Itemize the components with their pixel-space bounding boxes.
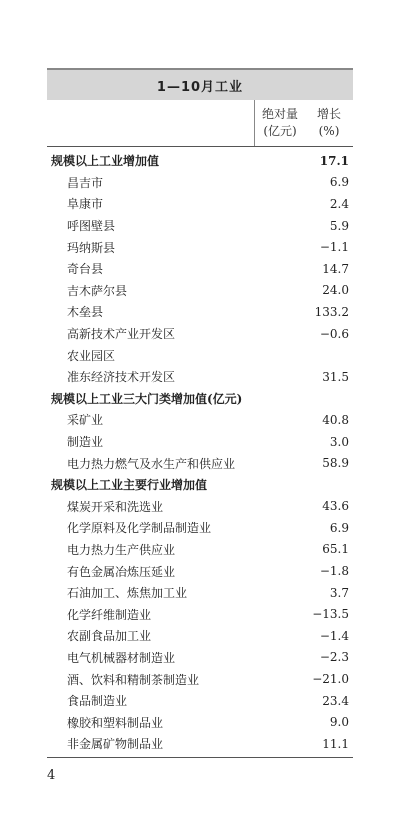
row-growth-value: 40.8: [322, 412, 349, 427]
row-growth-value: 9.0: [329, 715, 349, 730]
absolute-header-line1: 绝对量: [261, 107, 298, 121]
absolute-header-line2: (亿元): [263, 124, 297, 138]
row-growth-value: −13.5: [312, 607, 349, 622]
row-label: 规模以上工业主要行业增加值: [51, 478, 208, 493]
row-label: 奇台县: [67, 262, 104, 277]
table-row: [47, 301, 353, 323]
row-label: 玛纳斯县: [67, 240, 116, 255]
table-row: [47, 452, 353, 474]
row-growth-value: 5.9: [329, 218, 349, 233]
row-label: 准东经济技术开发区: [67, 370, 176, 385]
row-label: 农业园区: [67, 348, 116, 363]
row-growth-value: −2.3: [319, 650, 349, 665]
growth-header-line1: 增长: [316, 107, 341, 121]
row-growth-value: 24.0: [322, 283, 349, 298]
table-row: [47, 193, 353, 215]
row-label: 煤炭开采和洗选业: [67, 499, 164, 514]
table-row: [47, 539, 353, 561]
row-growth-value: 31.5: [322, 369, 349, 384]
row-label: 非金属矿物制品业: [67, 737, 164, 752]
table-row: [47, 431, 353, 453]
row-growth-value: 3.7: [329, 585, 349, 600]
absolute-column-header: [254, 100, 305, 146]
row-label: 酒、饮料和精制茶制造业: [67, 672, 200, 687]
row-growth-value: 6.9: [329, 175, 349, 190]
table-row: [47, 733, 353, 755]
section-row: [47, 150, 353, 172]
table-row: [47, 625, 353, 647]
table-body: [47, 150, 353, 755]
table-row: [47, 560, 353, 582]
table-row: [47, 582, 353, 604]
row-label: 木垒县: [67, 305, 104, 320]
row-growth-value: 23.4: [322, 693, 349, 708]
table-row: [47, 366, 353, 388]
row-label: 化学纤维制造业: [67, 607, 152, 622]
row-label: 呼图壁县: [67, 219, 116, 234]
table-title: 1—10月工业: [47, 68, 353, 100]
table-bottom-rule: [47, 757, 353, 758]
table-row: [47, 236, 353, 258]
table-row: [47, 280, 353, 302]
page-number: 4: [47, 768, 56, 783]
section-row: [47, 474, 353, 496]
section-row: [47, 388, 353, 410]
row-label: 化学原料及化学制品制造业: [67, 521, 212, 536]
row-label: 规模以上工业增加值: [51, 154, 160, 169]
table-row: [47, 647, 353, 669]
row-label: 制造业: [67, 435, 104, 450]
row-growth-value: 43.6: [322, 499, 349, 514]
row-growth-value: 6.9: [329, 520, 349, 535]
row-label: 电气机械器材制造业: [67, 650, 176, 665]
row-label: 有色金属冶炼压延业: [67, 564, 176, 579]
table-row: [47, 668, 353, 690]
row-label: 昌吉市: [67, 175, 104, 190]
row-label: 电力热力生产供应业: [67, 542, 176, 557]
row-growth-value: 58.9: [322, 456, 349, 471]
row-label: 橡胶和塑料制品业: [67, 715, 164, 730]
row-label: 阜康市: [67, 197, 104, 212]
row-growth-value: −1.1: [319, 240, 349, 255]
table-row: [47, 323, 353, 345]
column-header: [47, 100, 353, 147]
growth-column-header: [305, 100, 353, 146]
row-growth-value: −21.0: [312, 672, 349, 687]
row-growth-value: −1.4: [319, 628, 349, 643]
row-label: 吉木萨尔县: [67, 283, 128, 298]
growth-header-line2: (%): [318, 124, 340, 138]
row-growth-value: −0.6: [319, 326, 349, 341]
row-label: 采矿业: [67, 413, 104, 428]
table-row: [47, 409, 353, 431]
row-growth-value: −1.8: [319, 564, 349, 579]
row-label: 农副食品加工业: [67, 629, 152, 644]
industry-table: [47, 68, 353, 758]
row-growth-value: 3.0: [329, 434, 349, 449]
row-growth-value: 133.2: [314, 304, 349, 319]
table-row: [47, 215, 353, 237]
table-row: [47, 517, 353, 539]
table-row: [47, 172, 353, 194]
table-row: [47, 711, 353, 733]
label-column-header: [47, 100, 254, 146]
row-growth-value: 14.7: [322, 261, 349, 276]
row-label: 高新技术产业开发区: [67, 327, 176, 342]
table-row: [47, 496, 353, 518]
row-growth-value: 2.4: [329, 196, 349, 211]
row-growth-value: 11.1: [322, 736, 349, 751]
row-growth-value: 65.1: [322, 542, 349, 557]
table-row: [47, 344, 353, 366]
row-label: 石油加工、炼焦加工业: [67, 586, 188, 601]
table-row: [47, 258, 353, 280]
table-row: [47, 603, 353, 625]
row-growth-value: 17.1: [319, 153, 349, 168]
row-label: 电力热力燃气及水生产和供应业: [67, 456, 236, 471]
row-label: 食品制造业: [67, 694, 128, 709]
table-row: [47, 690, 353, 712]
row-label: 规模以上工业三大门类增加值(亿元): [51, 391, 243, 406]
